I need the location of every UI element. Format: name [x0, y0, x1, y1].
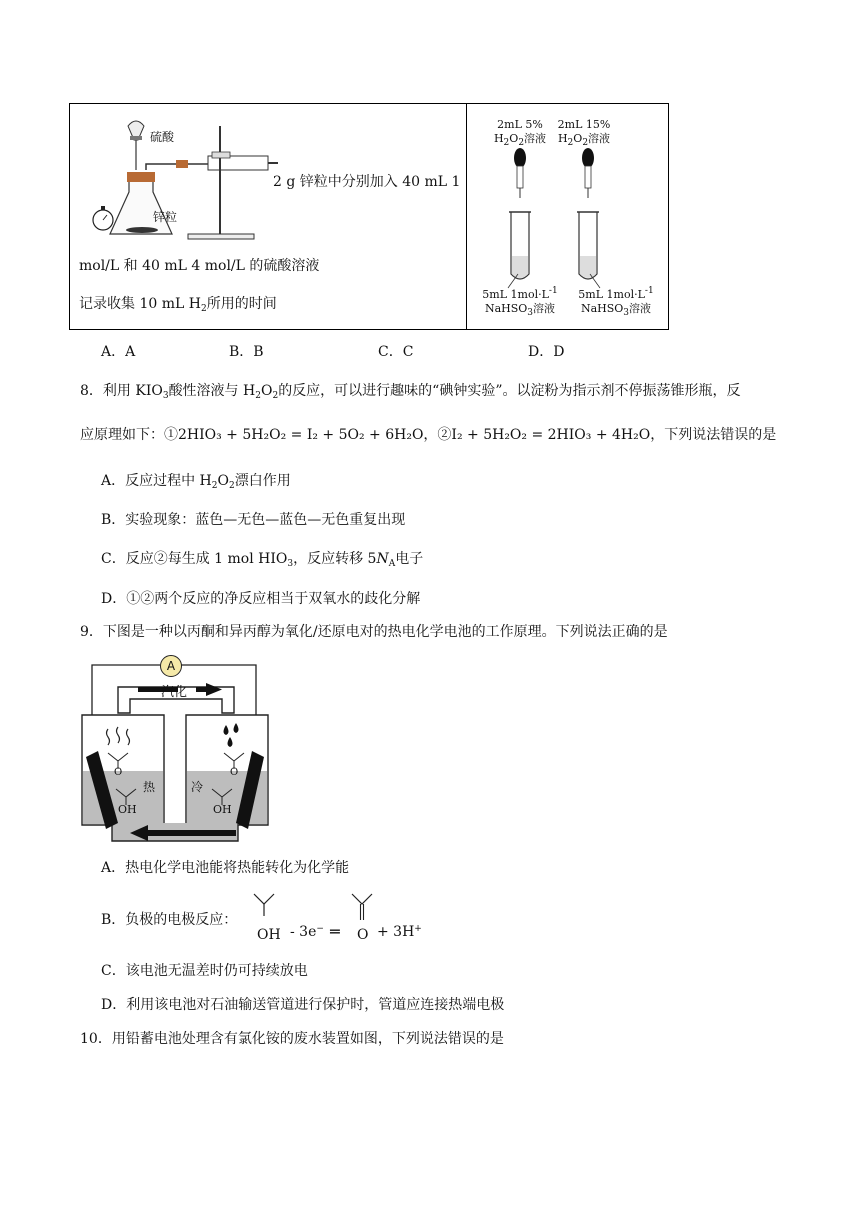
q7-option-d[interactable]: D．D	[528, 344, 565, 360]
label-o-right: O	[230, 767, 239, 778]
label-hot: 热	[143, 780, 156, 794]
table-divider	[466, 104, 467, 329]
label-oh-right: OH	[213, 803, 232, 816]
cell-a-text-line2: mol/L 和 40 mL 4 mol/L 的硫酸溶液	[79, 258, 320, 274]
q8-option-a[interactable]: A．反应过程中 $H_2O_2$漂白作用	[101, 473, 291, 491]
q9-option-c[interactable]: C．该电池无温差时仍可持续放电	[101, 963, 308, 979]
eq-hydrogen-ions: + 3H+	[377, 924, 422, 940]
cell-a-text-line3: 记录收集 10 mL $H_2$所用的时间	[79, 296, 277, 314]
q9-stem: 9．下图是一种以丙酮和异丙醇为氧化/还原电对的热电化学电池的工作原理。下列说法正确的是	[80, 624, 668, 640]
q8-stem-line1: 8．利用 $KIO_3$酸性溶液与 $H_2O_2$的反应，可以进行趣味的“碘钟实验”。以淀粉为指示剂不停振荡锥形瓶，反	[80, 383, 741, 401]
q7-option-a[interactable]: A．A	[101, 344, 136, 360]
q10-stem: 10．用铅蓄电池处理含有氯化铵的废水装置如图，下列说法错误的是	[80, 1031, 504, 1047]
q8-option-b[interactable]: B．实验现象：蓝色—无色—蓝色—无色重复出现	[101, 512, 406, 528]
cell-a-text-line1: 2 g 锌粒中分别加入 40 mL 1	[273, 174, 461, 190]
test-tubes-figure	[490, 146, 630, 296]
q9-option-b[interactable]: B．负极的电极反应：	[101, 912, 238, 928]
label-zinc-granules: 锌粒	[153, 210, 178, 224]
ammeter-icon: A	[160, 655, 182, 677]
label-sulfuric-acid: 硫酸	[150, 130, 175, 144]
label-o-left: O	[114, 767, 123, 778]
stopwatch-icon	[93, 206, 113, 230]
q8-option-c[interactable]: C．反应②每生成 1 mol $HIO_3$，反应转移 $5N_A$电子	[101, 551, 424, 569]
label-vaporize: 汽化	[161, 685, 188, 700]
q7-option-c[interactable]: C．C	[378, 344, 414, 360]
q7-options-table	[69, 103, 669, 330]
q8-option-d[interactable]: D．①②两个反应的净反应相当于双氧水的歧化分解	[101, 591, 421, 607]
q9-option-a[interactable]: A．热电化学电池能将热能转化为化学能	[101, 860, 350, 876]
label-cold: 冷	[191, 780, 204, 794]
eq-equals: ═	[330, 922, 340, 941]
eq-oh: OH	[257, 927, 281, 943]
label-oh-left: OH	[118, 803, 137, 816]
tube2-reagent-label: 2mL 15% $H_2O_2$溶液	[557, 118, 611, 148]
tube1-reagent-label: 2mL 5% $H_2O_2$溶液	[493, 118, 547, 148]
tube1-solution-label: 5mL $1mol\cdot L^{-1}$ NaHSO$_3$溶液	[482, 286, 558, 318]
acetone-structure-icon	[350, 892, 374, 922]
q9-option-d[interactable]: D．利用该电池对石油输送管道进行保护时，管道应连接热端电极	[101, 997, 505, 1013]
isopropanol-structure-icon	[252, 892, 276, 916]
tube2-solution-label: 5mL $1mol\cdot L^{-1}$ NaHSO$_3$溶液	[578, 286, 654, 318]
q7-option-b[interactable]: B．B	[229, 344, 264, 360]
zinc-acid-apparatus-figure	[80, 112, 280, 244]
eq-o: O	[357, 927, 369, 943]
q8-stem-line2: 应原理如下：①2HIO₃ + 5H₂O₂ = I₂ + 5O₂ + 6H₂O，②I₂ + 5H₂O₂ = 2HIO₃ + 4H₂O，下列说法错误的是	[80, 427, 777, 443]
eq-minus-electrons: - 3e−	[290, 924, 324, 940]
